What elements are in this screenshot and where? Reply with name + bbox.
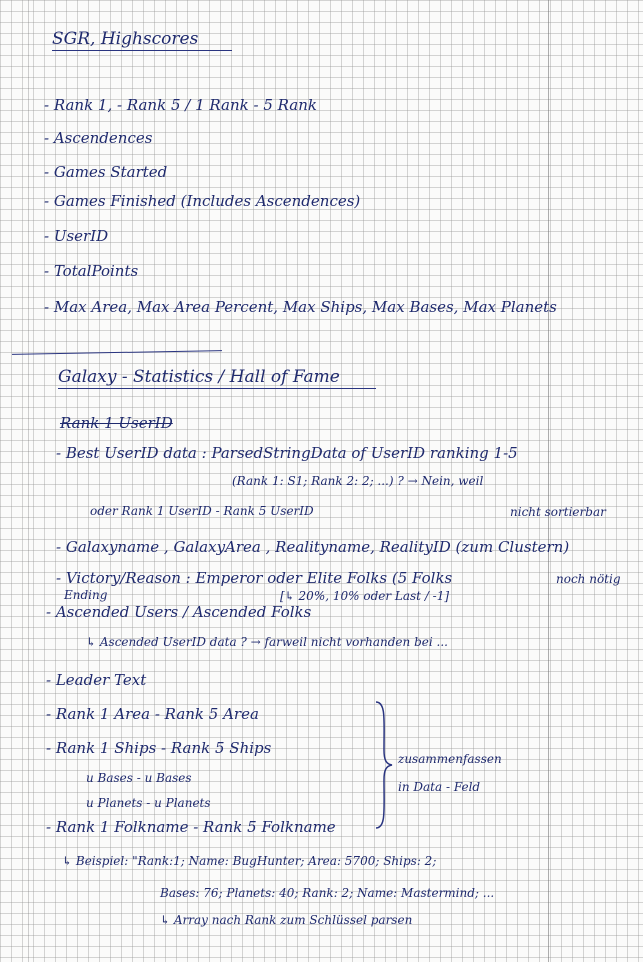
brace-note-2: in Data - Feld (398, 780, 481, 794)
victory-line: - Victory/Reason : Emperor oder Elite Folks (5 Folks (56, 569, 453, 587)
oder-line: oder Rank 1 UserID - Rank 5 UserID (90, 504, 314, 518)
item-rank: - Rank 1, - Rank 5 / 1 Rank - 5 Rank (44, 96, 317, 114)
item-ascendences: - Ascendences (44, 129, 153, 147)
rank-area-line: - Rank 1 Area - Rank 5 Area (46, 705, 259, 723)
planets-row: u Planets - u Planets (86, 796, 211, 810)
victory-note: [↳ 20%, 10% oder Last / -1] (280, 589, 450, 603)
example-line-1: ↳ Beispiel: "Rank:1; Name: BugHunter; Area: 5700; Ships: 2; (62, 854, 437, 868)
ending-label: Ending (64, 588, 108, 602)
struck-rank1-userid: Rank 1 UserID (60, 414, 173, 432)
page-left-edge (28, 0, 29, 962)
item-games-finished: - Games Finished (Includes Ascendences) (44, 192, 361, 210)
brace-note-1: zusammenfassen (398, 752, 502, 766)
item-userid: - UserID (44, 227, 109, 245)
best-userid-example: (Rank 1: S1; Rank 2: 2; ...) ? → Nein, weil (232, 474, 484, 488)
rank-ships-line: - Rank 1 Ships - Rank 5 Ships (46, 739, 272, 757)
galaxyname-line: - Galaxyname , GalaxyArea , Realityname, RealityID (zum Clustern) (56, 538, 570, 556)
ascended-data-line: ↳ Ascended UserID data ? → farweil nicht vorhanden bei ... (86, 635, 448, 649)
item-totalpoints: - TotalPoints (44, 262, 139, 280)
example-line-3: ↳ Array nach Rank zum Schlüssel parsen (160, 913, 413, 927)
section1-title: SGR, Highscores (52, 30, 232, 51)
bases-row: u Bases - u Bases (86, 771, 192, 785)
victory-side-note: noch nötig (556, 572, 621, 586)
curly-brace (372, 700, 394, 830)
rank-folkname-line: - Rank 1 Folkname - Rank 5 Folkname (46, 818, 336, 836)
margin-line (548, 0, 549, 962)
item-games-started: - Games Started (44, 163, 168, 181)
item-max-stats: - Max Area, Max Area Percent, Max Ships, Max Bases, Max Planets (44, 298, 557, 316)
section2-title: Galaxy - Statistics / Hall of Fame (58, 368, 376, 389)
best-userid-data: - Best UserID data : ParsedStringData of UserID ranking 1-5 (56, 444, 518, 462)
section-divider (12, 350, 222, 355)
example-line-2: Bases: 76; Planets: 40; Rank: 2; Name: Mastermind; ... (160, 886, 495, 900)
not-sortable-note: nicht sortierbar (510, 505, 606, 519)
leader-text-line: - Leader Text (46, 671, 147, 689)
ascended-users-line: - Ascended Users / Ascended Folks (46, 603, 312, 621)
